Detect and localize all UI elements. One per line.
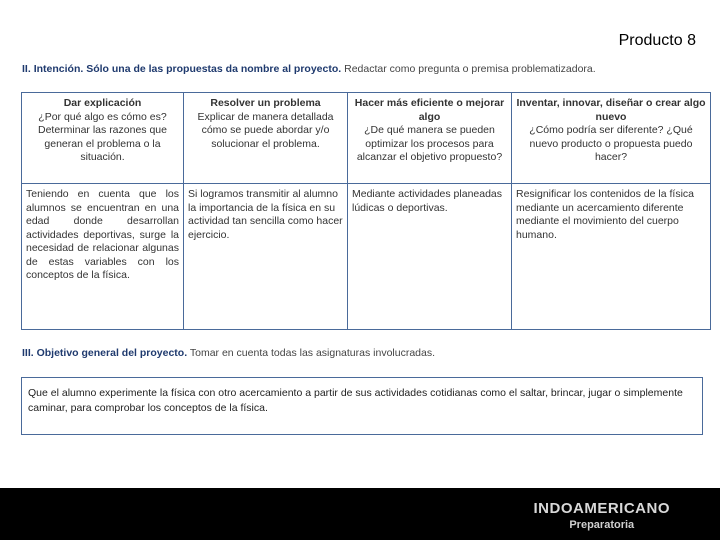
column-subheading: ¿De qué manera se pueden optimizar los procesos para alcanzar el objetivo propuesto? xyxy=(356,124,503,163)
table-header-cell xyxy=(184,93,348,184)
column-heading: Resolver un problema xyxy=(210,97,321,109)
table-row xyxy=(22,184,711,330)
table-header-row xyxy=(22,93,711,184)
column-heading: Inventar, innovar, diseñar o crear algo nuevo xyxy=(516,97,706,123)
section-objective-title xyxy=(22,347,435,359)
section-number: II. xyxy=(22,63,31,75)
table-header-cell xyxy=(348,93,512,184)
table-cell: Si logramos transmitir al alumno la importancia de la física en su actividad tan sencilla como hacer ejercicio. xyxy=(184,184,348,330)
table-header-cell xyxy=(22,93,184,184)
section-note: Tomar en cuenta todas las asignaturas involucradas. xyxy=(189,347,436,359)
table-cell: Mediante actividades planeadas lúdicas o deportivas. xyxy=(348,184,512,330)
section-instruction: Sólo una de las propuestas da nombre al proyecto. xyxy=(86,63,342,75)
objective-text: Que el alumno experimente la física con otro acercamiento a partir de sus actividades cotidianas como el saltar, brincar, jugar o simplemente caminar, para comprobar los conceptos de la física. xyxy=(28,387,683,414)
section-name: Objetivo general del proyecto. xyxy=(36,347,188,359)
table-cell: Resignificar los contenidos de la física mediante un acercamiento diferente mediante el movimiento del cuerpo humano. xyxy=(512,184,711,330)
objective-box xyxy=(21,377,703,435)
section-intention-title xyxy=(22,63,596,75)
column-subheading: ¿Cómo podría ser diferente? ¿Qué nuevo producto o propuesta puedo hacer? xyxy=(529,124,693,163)
brand-name: INDOAMERICANO xyxy=(533,500,670,517)
section-name: Intención. xyxy=(33,63,84,75)
column-subheading: ¿Por qué algo es cómo es? Determinar las razones que generan el problema o la situación. xyxy=(38,110,167,163)
column-heading: Hacer más eficiente o mejorar algo xyxy=(354,97,505,123)
brand-logo xyxy=(534,500,671,531)
product-label: Producto 8 xyxy=(618,32,696,49)
section-number: III. xyxy=(22,347,34,359)
column-subheading: Explicar de manera detallada cómo se puede abordar y/o solucionar el problema. xyxy=(197,110,334,150)
footer-bar xyxy=(0,488,720,540)
table-header-cell xyxy=(512,93,711,184)
column-heading: Dar explicación xyxy=(63,97,142,109)
brand-subtitle: Preparatoria xyxy=(569,519,635,531)
table-cell: Teniendo en cuenta que los alumnos se encuentran en una edad donde desarrollan actividades deportivas, surge la necesidad de relacionar algunas de estas variables con los conceptos de la física. xyxy=(22,184,184,330)
proposals-table xyxy=(21,92,711,330)
section-note: Redactar como pregunta o premisa problematizadora. xyxy=(344,63,596,75)
